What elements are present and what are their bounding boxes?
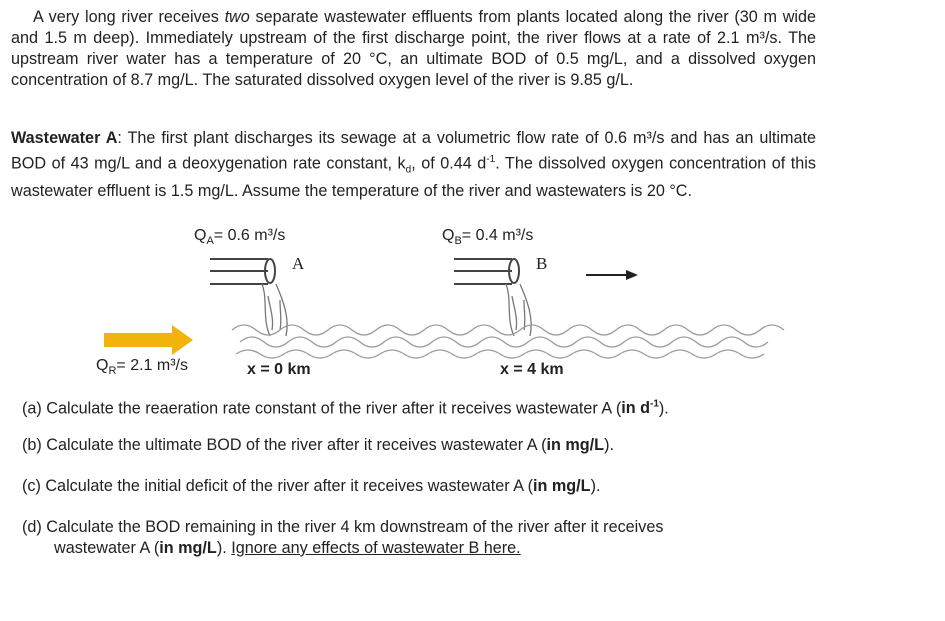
flow-direction-arrow-icon xyxy=(586,270,638,280)
plant-b-label: B xyxy=(536,254,548,273)
question-c: (c) Calculate the initial deficit of the river after it receives wastewater A (in mg/L). xyxy=(22,477,601,495)
intro-paragraph: A very long river receives two separate wastewater effluents from plants located along the river (30 m wide and 1.5 m deep). Immediately upstream of the first discharge point, the river flows at a rate of 2.1 m³/s. The upstream river water has a temperature of 20 °C, an ultimate BOD of 0.5 mg/L, and a dissolved oxygen concentration of 8.7 mg/L. The saturated dissolved oxygen level of the river is 9.85 g/L. xyxy=(11,8,816,89)
qb-label: $Q_B= 0.4$ m³/s xyxy=(442,227,534,248)
pipe-b xyxy=(454,259,519,284)
river-inflow-arrow-icon xyxy=(104,325,193,355)
qr-label: $Q_R= 2.1$ m³/s xyxy=(96,357,188,378)
x4-label: x = 4 km xyxy=(500,361,564,378)
wastewater-a-heading: Wastewater A xyxy=(11,129,118,147)
plant-a-label: A xyxy=(292,254,305,273)
question-b: (b) Calculate the ultimate BOD of the river after it receives wastewater A (in mg/L). xyxy=(22,436,614,454)
question-a: (a) Calculate the reaeration rate constant of the river after it receives wastewater A (in $d^{-1}$). xyxy=(22,399,669,418)
pipe-a xyxy=(210,259,275,284)
effluent-stream-b xyxy=(506,284,531,336)
question-d: (d) Calculate the BOD remaining in the river 4 km downstream of the river after it receives wastewater A (in mg/L). Ignore any effects of wastewater B here. xyxy=(22,518,664,557)
wastewater-a-paragraph: Wastewater A: The first plant discharges its sewage at a volumetric flow rate of 0.6 m³/s and has an ultimate BOD of 43 mg/L and a deoxygenation rate constant, $k_d$, of 0.44 $d^{-1}$. The dissolved oxygen concentration of this wastewater effluent is 1.5 mg/L. Assume the temperature of the river and wastewaters is 20 °C. xyxy=(11,129,816,200)
x0-label: x = 0 km xyxy=(247,361,311,378)
qa-label: $Q_A= 0.6$ m³/s xyxy=(194,227,286,248)
river-waves xyxy=(232,325,784,358)
